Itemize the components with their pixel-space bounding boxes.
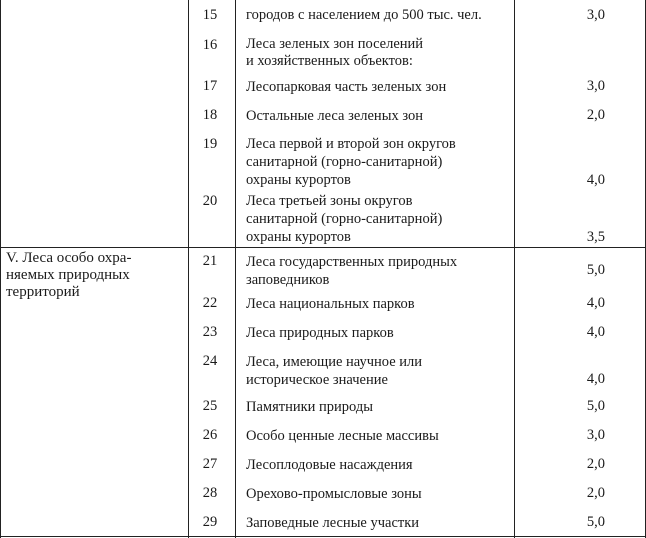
row-number: 20 — [202, 193, 218, 209]
row-value: 5,0 — [586, 262, 605, 278]
row-description: Заповедные лесные участки — [246, 515, 420, 531]
row-description: Лесоплодовые насаждения — [246, 457, 413, 473]
row-value: 3,0 — [586, 427, 605, 443]
category-label: V. Леса особо охра- няемых природных территорий — [6, 250, 132, 300]
section-divider — [0, 247, 646, 248]
row-number: 18 — [202, 107, 218, 123]
row-value: 4,0 — [586, 324, 605, 340]
row-number: 24 — [202, 353, 218, 369]
row-description: Лесопарковая часть зеленых зон — [246, 79, 447, 95]
row-number: 22 — [202, 295, 218, 311]
row-number: 23 — [202, 324, 218, 340]
column-divider — [188, 0, 189, 538]
table-bottom-rule — [0, 536, 646, 537]
row-description: Леса третьей зоны округов санитарной (горно-санитарной) охраны курортов — [246, 193, 443, 245]
row-description: Остальные леса зеленых зон — [246, 108, 423, 124]
row-value: 5,0 — [586, 398, 605, 414]
row-description: Леса зеленых зон поселений и хозяйственных объектов: — [246, 36, 424, 69]
row-number: 21 — [202, 253, 218, 269]
row-value: 5,0 — [586, 514, 605, 530]
row-number: 26 — [202, 427, 218, 443]
row-description: Леса первой и второй зон округов санитарной (горно-санитарной) охраны курортов — [246, 136, 456, 188]
row-number: 25 — [202, 398, 218, 414]
row-number: 15 — [202, 7, 218, 23]
row-description: Особо ценные лесные массивы — [246, 428, 439, 444]
row-number: 17 — [202, 78, 218, 94]
row-description: Леса, имеющие научное или историческое значение — [246, 354, 423, 388]
row-description: Леса национальных парков — [246, 296, 415, 312]
row-description: Орехово-промысловые зоны — [246, 486, 422, 502]
row-value: 2,0 — [586, 485, 605, 501]
row-value: 4,0 — [586, 295, 605, 311]
row-value: 2,0 — [586, 456, 605, 472]
row-description: Леса государственных природных заповедников — [246, 254, 458, 288]
row-description: Памятники природы — [246, 399, 374, 415]
row-value: 3,0 — [586, 7, 605, 23]
row-value: 4,0 — [586, 371, 605, 387]
row-value: 4,0 — [586, 172, 605, 188]
row-number: 27 — [202, 456, 218, 472]
column-divider — [0, 0, 1, 538]
column-divider — [235, 0, 236, 538]
row-value: 2,0 — [586, 107, 605, 123]
row-description: Леса природных парков — [246, 325, 394, 341]
row-number: 28 — [202, 485, 218, 501]
column-divider — [514, 0, 515, 538]
row-value: 3,5 — [586, 229, 605, 245]
row-number: 29 — [202, 514, 218, 530]
row-value: 3,0 — [586, 78, 605, 94]
row-description: городов с населением до 500 тыс. чел. — [246, 7, 482, 23]
row-number: 16 — [202, 37, 218, 53]
row-number: 19 — [202, 136, 218, 152]
